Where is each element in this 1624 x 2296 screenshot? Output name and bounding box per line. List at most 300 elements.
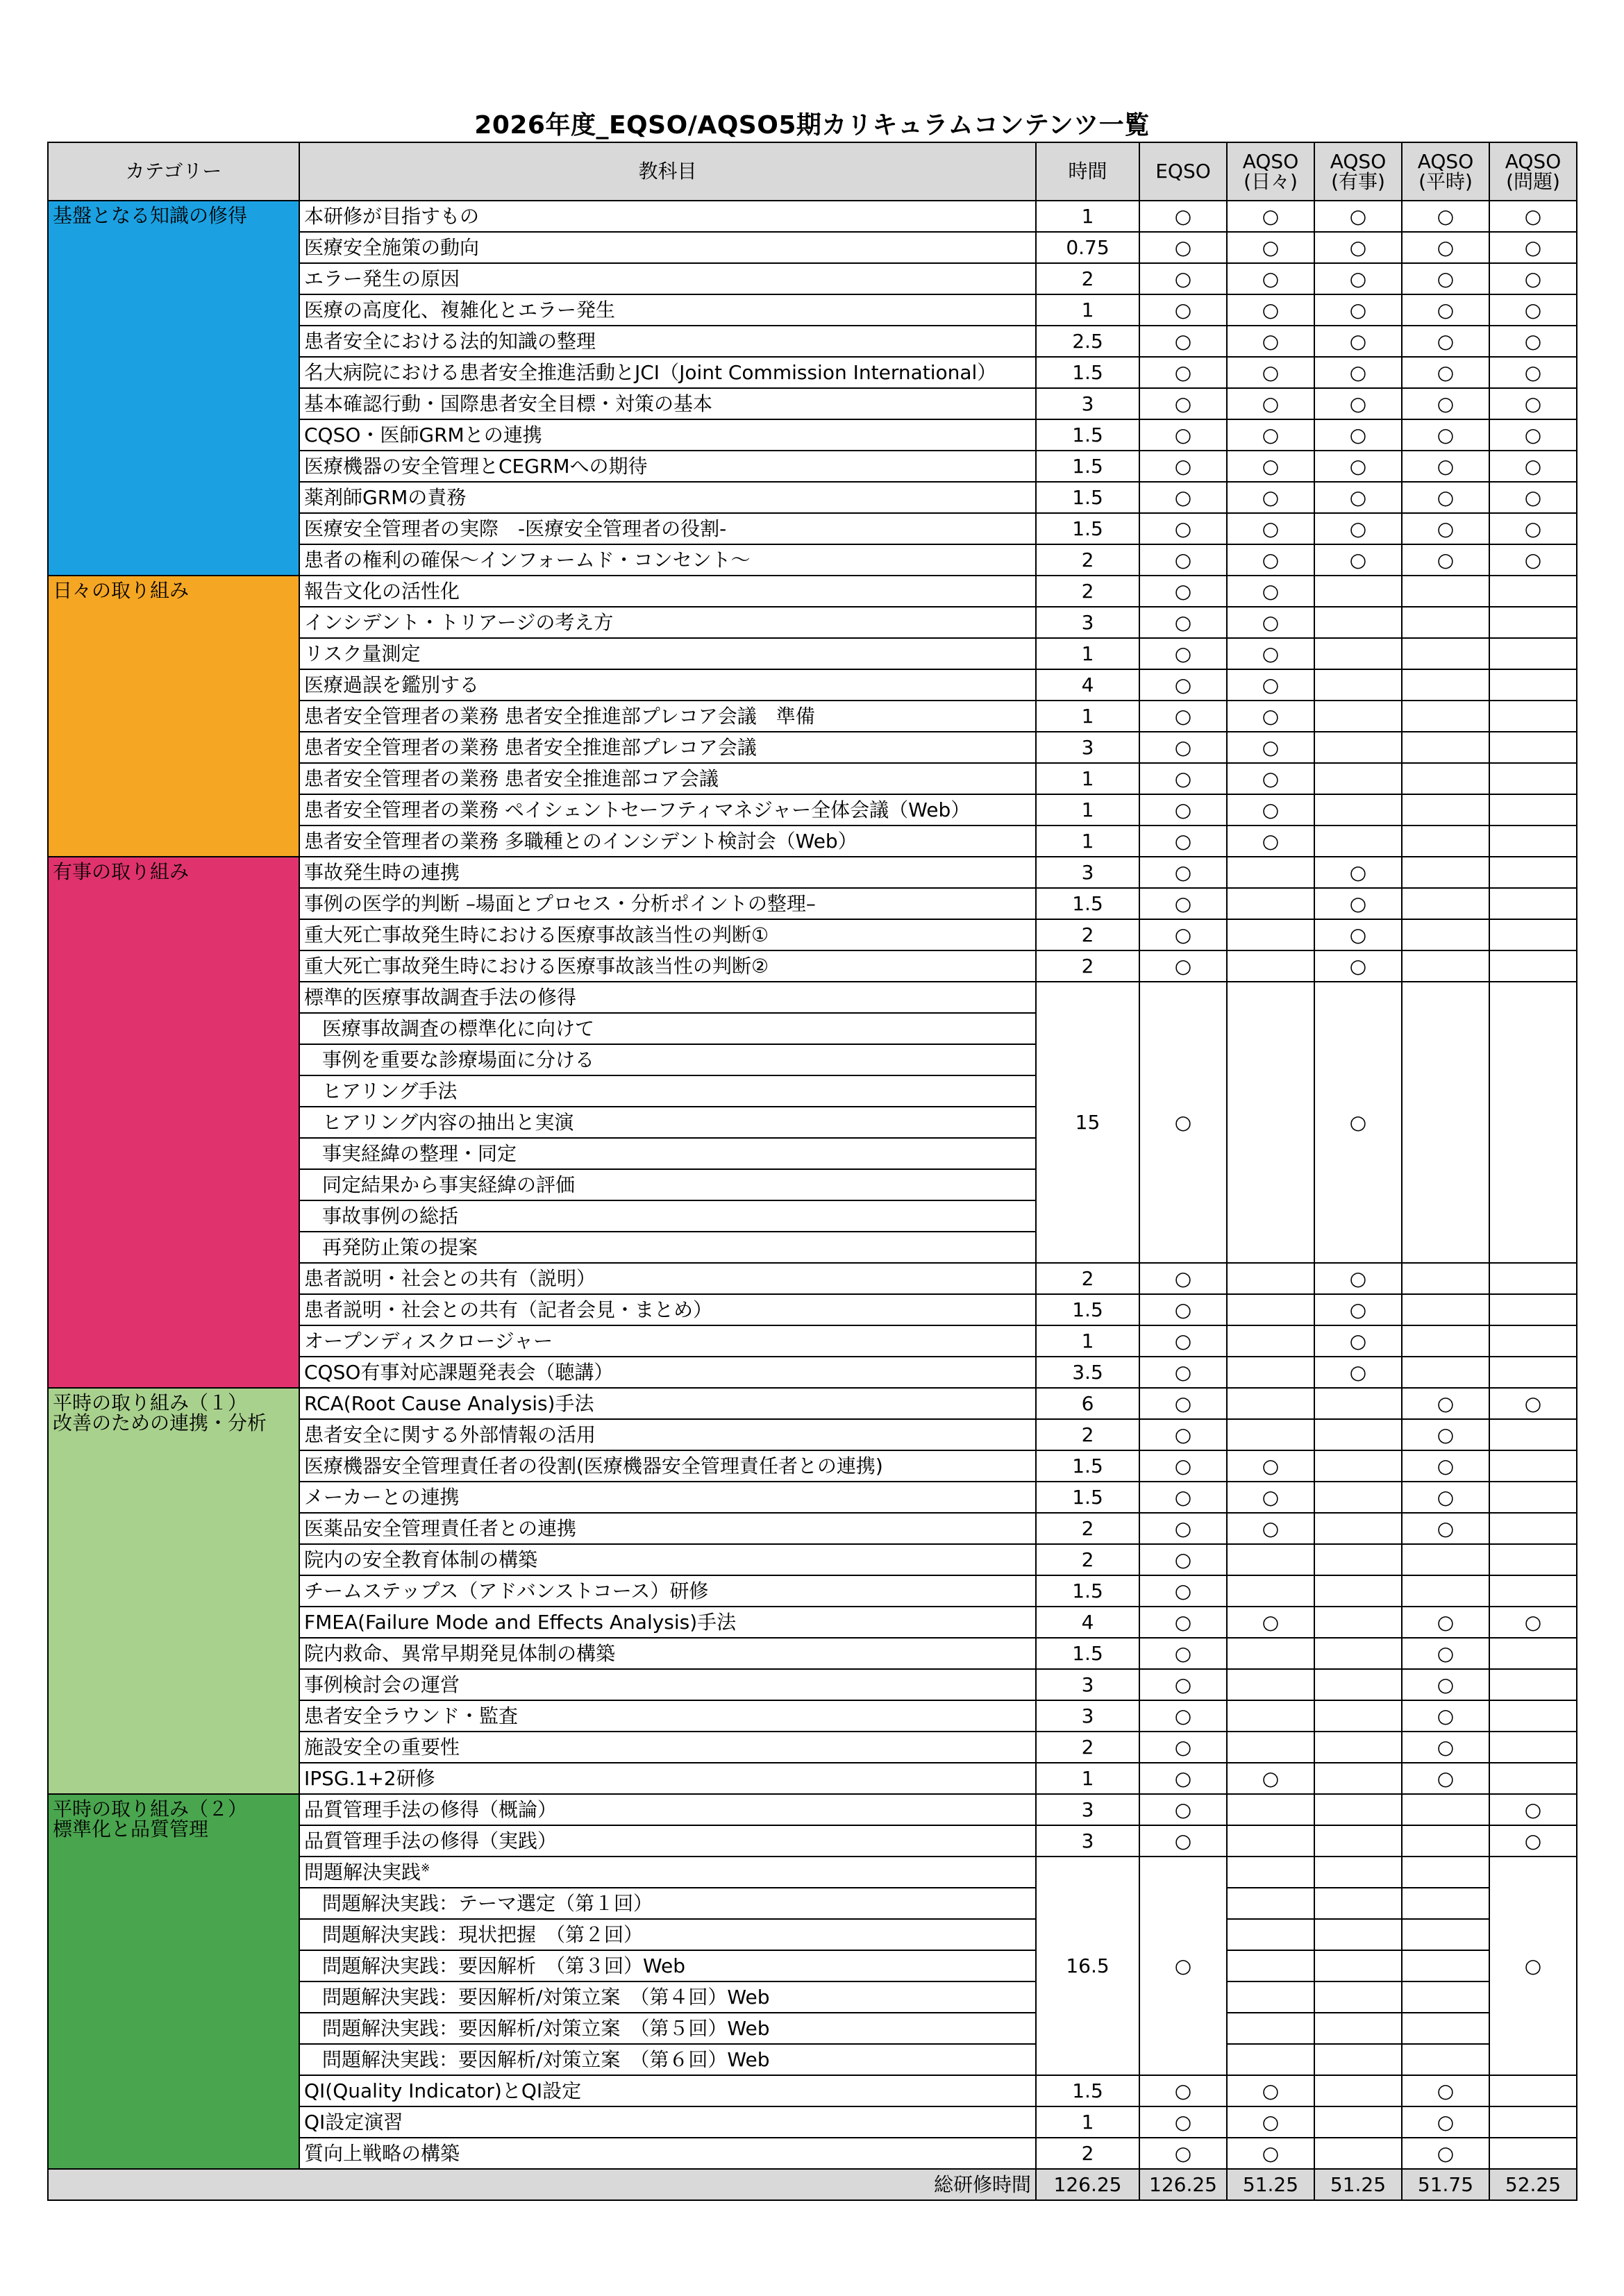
mark-aqso-incident [1314,1700,1402,1732]
subject-cell: 問題解決実践：要因解析/対策立案 （第４回）Web [299,1981,1036,2013]
mark-aqso-normal [1402,2013,1489,2044]
subject-cell: 医薬品安全管理責任者との連携 [299,1513,1036,1544]
mark-aqso-normal [1402,919,1489,950]
mark-aqso-incident [1314,1888,1402,1919]
mark-aqso-normal: ○ [1402,357,1489,388]
mark-aqso-incident [1314,2075,1402,2106]
mark-aqso-normal: ○ [1402,544,1489,576]
mark-eqso: ○ [1139,1263,1227,1294]
hours-cell: 1.5 [1036,482,1139,513]
mark-eqso: ○ [1139,638,1227,669]
hours-cell: 1.5 [1036,1450,1139,1482]
mark-aqso-incident [1314,1513,1402,1544]
mark-aqso-incident [1314,1607,1402,1638]
mark-aqso-problem [1489,732,1577,763]
mark-aqso-problem: ○ [1489,294,1577,326]
mark-eqso: ○ [1139,451,1227,482]
subject-cell: インシデント・トリアージの考え方 [299,607,1036,638]
mark-eqso: ○ [1139,2075,1227,2106]
mark-eqso: ○ [1139,950,1227,982]
mark-aqso-daily: ○ [1227,294,1314,326]
mark-aqso-daily: ○ [1227,419,1314,451]
subject-cell: 患者安全管理者の業務 ペイシェントセーフティマネジャー全体会議（Web） [299,794,1036,826]
subject-cell: 再発防止策の提案 [299,1232,1036,1263]
mark-aqso-normal: ○ [1402,1732,1489,1763]
mark-aqso-incident: ○ [1314,1357,1402,1388]
mark-aqso-daily [1227,1981,1314,2013]
mark-aqso-incident: ○ [1314,326,1402,357]
subject-cell: IPSG.1+2研修 [299,1763,1036,1794]
subject-cell: エラー発生の原因 [299,263,1036,294]
hours-cell: 1 [1036,638,1139,669]
mark-aqso-incident: ○ [1314,982,1402,1263]
mark-aqso-problem: ○ [1489,232,1577,263]
mark-aqso-normal [1402,794,1489,826]
mark-aqso-daily: ○ [1227,388,1314,419]
mark-aqso-daily [1227,1357,1314,1388]
mark-aqso-problem [1489,1700,1577,1732]
subject-cell: 事例を重要な診療場面に分ける [299,1044,1036,1075]
hours-cell: 3 [1036,1825,1139,1857]
mark-aqso-daily: ○ [1227,1607,1314,1638]
total-label: 総研修時間 [48,2169,1036,2200]
mark-aqso-problem [1489,1544,1577,1575]
mark-aqso-problem: ○ [1489,1794,1577,1825]
mark-aqso-incident: ○ [1314,1263,1402,1294]
mark-aqso-daily: ○ [1227,638,1314,669]
mark-aqso-normal: ○ [1402,2138,1489,2169]
mark-aqso-normal: ○ [1402,388,1489,419]
mark-aqso-daily: ○ [1227,826,1314,857]
subject-cell: 医療安全管理者の実際 -医療安全管理者の役割- [299,513,1036,544]
mark-aqso-daily [1227,919,1314,950]
hours-cell: 15 [1036,982,1139,1263]
subject-cell: 患者安全管理者の業務 患者安全推進部プレコア会議 [299,732,1036,763]
mark-aqso-daily: ○ [1227,482,1314,513]
mark-aqso-incident: ○ [1314,482,1402,513]
hours-cell: 1.5 [1036,2075,1139,2106]
mark-aqso-daily: ○ [1227,326,1314,357]
hours-cell: 2 [1036,263,1139,294]
subject-cell: 薬剤師GRMの責務 [299,482,1036,513]
mark-aqso-daily [1227,1732,1314,1763]
mark-aqso-incident: ○ [1314,513,1402,544]
mark-eqso: ○ [1139,513,1227,544]
mark-eqso: ○ [1139,982,1227,1263]
mark-aqso-daily: ○ [1227,701,1314,732]
hours-cell: 0.75 [1036,232,1139,263]
subject-cell: 医療事故調査の標準化に向けて [299,1013,1036,1044]
mark-aqso-daily [1227,982,1314,1263]
subject-cell: 患者安全に関する外部情報の活用 [299,1419,1036,1450]
subject-cell: 重大死亡事故発生時における医療事故該当性の判断① [299,919,1036,950]
category-cell: 有事の取り組み [48,857,299,1388]
mark-aqso-problem [1489,607,1577,638]
mark-aqso-daily: ○ [1227,732,1314,763]
subject-cell: 患者安全管理者の業務 患者安全推進部コア会議 [299,763,1036,794]
mark-aqso-incident [1314,826,1402,857]
mark-aqso-problem [1489,1450,1577,1482]
hours-cell: 1 [1036,201,1139,232]
subject-cell: 患者安全における法的知識の整理 [299,326,1036,357]
header-aqso-normal: AQSO (平時) [1402,142,1489,201]
subject-cell: 問題解決実践：要因解析/対策立案 （第５回）Web [299,2013,1036,2044]
hours-cell: 1.5 [1036,1482,1139,1513]
hours-cell: 3 [1036,1794,1139,1825]
mark-aqso-daily: ○ [1227,1763,1314,1794]
mark-aqso-normal: ○ [1402,482,1489,513]
mark-eqso: ○ [1139,1763,1227,1794]
mark-aqso-daily [1227,1825,1314,1857]
mark-aqso-problem [1489,950,1577,982]
header-hours: 時間 [1036,142,1139,201]
mark-aqso-normal [1402,1981,1489,2013]
mark-aqso-daily [1227,1544,1314,1575]
total-hours: 126.25 [1036,2169,1139,2200]
mark-aqso-daily: ○ [1227,607,1314,638]
subject-cell: オープンディスクロージャー [299,1325,1036,1357]
hours-cell: 1.5 [1036,513,1139,544]
hours-cell: 16.5 [1036,1857,1139,2075]
mark-aqso-normal: ○ [1402,2106,1489,2138]
mark-eqso: ○ [1139,1388,1227,1419]
hours-cell: 1.5 [1036,1294,1139,1325]
curriculum-table [47,142,1577,2201]
subject-cell: QI設定演習 [299,2106,1036,2138]
mark-aqso-incident [1314,1919,1402,1950]
subject-cell [299,1857,1036,1888]
mark-aqso-incident [1314,1732,1402,1763]
subject-cell: 問題解決実践：テーマ選定（第１回） [299,1888,1036,1919]
mark-aqso-problem [1489,919,1577,950]
mark-aqso-daily [1227,1888,1314,1919]
mark-aqso-problem [1489,1263,1577,1294]
mark-eqso: ○ [1139,2138,1227,2169]
mark-aqso-daily [1227,1638,1314,1669]
mark-aqso-daily [1227,1669,1314,1700]
mark-aqso-problem [1489,1357,1577,1388]
mark-aqso-incident [1314,576,1402,607]
mark-aqso-incident: ○ [1314,919,1402,950]
mark-aqso-incident: ○ [1314,357,1402,388]
category-cell: 平時の取り組み（２） 標準化と品質管理 [48,1794,299,2169]
mark-eqso: ○ [1139,888,1227,919]
mark-aqso-incident: ○ [1314,888,1402,919]
hours-cell: 1 [1036,701,1139,732]
mark-aqso-normal [1402,576,1489,607]
mark-aqso-incident [1314,1950,1402,1981]
hours-cell: 2 [1036,1544,1139,1575]
mark-eqso: ○ [1139,326,1227,357]
hours-cell: 1 [1036,294,1139,326]
header-aqso-incident: AQSO (有事) [1314,142,1402,201]
hours-cell: 1 [1036,1763,1139,1794]
mark-aqso-problem [1489,1325,1577,1357]
note-mark: ※ [421,1861,430,1875]
subject-cell: CQSO・医師GRMとの連携 [299,419,1036,451]
mark-eqso: ○ [1139,576,1227,607]
hours-cell: 2.5 [1036,326,1139,357]
mark-eqso: ○ [1139,2106,1227,2138]
mark-aqso-problem [1489,2106,1577,2138]
mark-aqso-normal: ○ [1402,1482,1489,1513]
mark-aqso-daily [1227,1575,1314,1607]
mark-aqso-daily [1227,1263,1314,1294]
mark-aqso-incident [1314,1669,1402,1700]
hours-cell: 3 [1036,607,1139,638]
mark-eqso: ○ [1139,1732,1227,1763]
mark-eqso: ○ [1139,1700,1227,1732]
mark-aqso-daily: ○ [1227,2106,1314,2138]
mark-aqso-daily [1227,1294,1314,1325]
subject-cell: 院内の安全教育体制の構築 [299,1544,1036,1575]
category-cell: 平時の取り組み（１） 改善のための連携・分析 [48,1388,299,1794]
mark-aqso-daily: ○ [1227,357,1314,388]
mark-aqso-normal [1402,1263,1489,1294]
hours-cell: 4 [1036,1607,1139,1638]
mark-aqso-normal [1402,1919,1489,1950]
subject-cell: 名大病院における患者安全推進活動とJCI（Joint Commission International） [299,357,1036,388]
mark-aqso-problem [1489,1294,1577,1325]
mark-eqso: ○ [1139,1825,1227,1857]
mark-aqso-normal [1402,1325,1489,1357]
subject-cell: 本研修が目指すもの [299,201,1036,232]
total-eqso: 126.25 [1139,2169,1227,2200]
mark-eqso: ○ [1139,232,1227,263]
mark-aqso-daily [1227,1794,1314,1825]
mark-eqso: ○ [1139,482,1227,513]
mark-aqso-problem [1489,1638,1577,1669]
subject-cell: CQSO有事対応課題発表会（聴講） [299,1357,1036,1388]
mark-aqso-incident: ○ [1314,451,1402,482]
mark-aqso-normal [1402,1794,1489,1825]
mark-aqso-problem: ○ [1489,1825,1577,1857]
mark-aqso-problem: ○ [1489,513,1577,544]
subject-cell: 患者安全管理者の業務 多職種とのインシデント検討会（Web） [299,826,1036,857]
mark-aqso-normal [1402,607,1489,638]
subject-cell: 医療安全施策の動向 [299,232,1036,263]
subject-cell: 患者の権利の確保～インフォームド・コンセント～ [299,544,1036,576]
hours-cell: 3 [1036,857,1139,888]
mark-aqso-problem [1489,2075,1577,2106]
mark-eqso: ○ [1139,826,1227,857]
mark-eqso: ○ [1139,544,1227,576]
subject-cell: 院内救命、異常早期発見体制の構築 [299,1638,1036,1669]
hours-cell: 2 [1036,2138,1139,2169]
mark-aqso-problem [1489,701,1577,732]
mark-aqso-problem [1489,857,1577,888]
subject-cell: 施設安全の重要性 [299,1732,1036,1763]
mark-aqso-incident: ○ [1314,544,1402,576]
mark-aqso-incident [1314,1794,1402,1825]
subject-cell: 品質管理手法の修得（概論） [299,1794,1036,1825]
hours-cell: 1.5 [1036,888,1139,919]
mark-aqso-incident: ○ [1314,388,1402,419]
mark-aqso-normal: ○ [1402,513,1489,544]
mark-eqso: ○ [1139,1513,1227,1544]
mark-aqso-problem [1489,826,1577,857]
mark-eqso: ○ [1139,1544,1227,1575]
header-eqso: EQSO [1139,142,1227,201]
mark-aqso-problem [1489,1763,1577,1794]
mark-eqso: ○ [1139,1638,1227,1669]
hours-cell: 2 [1036,1732,1139,1763]
subject-cell: 報告文化の活性化 [299,576,1036,607]
mark-aqso-normal [1402,669,1489,701]
hours-cell: 1.5 [1036,451,1139,482]
mark-eqso: ○ [1139,607,1227,638]
mark-aqso-normal [1402,763,1489,794]
mark-aqso-normal: ○ [1402,1450,1489,1482]
subject-cell: ヒアリング手法 [299,1075,1036,1107]
mark-aqso-problem [1489,1732,1577,1763]
mark-aqso-problem [1489,1575,1577,1607]
hours-cell: 6 [1036,1388,1139,1419]
mark-aqso-normal: ○ [1402,1419,1489,1450]
mark-aqso-daily [1227,1325,1314,1357]
mark-aqso-normal: ○ [1402,201,1489,232]
mark-aqso-daily: ○ [1227,513,1314,544]
mark-aqso-incident [1314,2138,1402,2169]
mark-eqso: ○ [1139,669,1227,701]
mark-aqso-problem [1489,669,1577,701]
mark-aqso-normal: ○ [1402,2075,1489,2106]
mark-aqso-daily: ○ [1227,576,1314,607]
mark-aqso-incident [1314,701,1402,732]
subject-cell: チームステップス（アドバンストコース）研修 [299,1575,1036,1607]
mark-aqso-incident [1314,1638,1402,1669]
mark-eqso: ○ [1139,388,1227,419]
subject-cell: 患者説明・社会との共有（説明） [299,1263,1036,1294]
mark-aqso-normal: ○ [1402,1669,1489,1700]
mark-aqso-normal: ○ [1402,419,1489,451]
mark-aqso-incident: ○ [1314,950,1402,982]
mark-aqso-normal [1402,1357,1489,1388]
mark-aqso-normal [1402,1544,1489,1575]
mark-aqso-normal [1402,1888,1489,1919]
total-aqso-daily: 51.25 [1227,2169,1314,2200]
mark-aqso-incident [1314,1763,1402,1794]
mark-aqso-problem: ○ [1489,201,1577,232]
mark-aqso-normal [1402,1857,1489,1888]
mark-aqso-incident [1314,2013,1402,2044]
mark-eqso: ○ [1139,201,1227,232]
mark-aqso-incident: ○ [1314,1325,1402,1357]
mark-aqso-daily: ○ [1227,2138,1314,2169]
mark-aqso-normal [1402,638,1489,669]
subject-cell: 患者安全管理者の業務 患者安全推進部プレコア会議 準備 [299,701,1036,732]
mark-aqso-incident [1314,732,1402,763]
subject-cell: 事実経緯の整理・同定 [299,1138,1036,1169]
subject-cell: 質向上戦略の構築 [299,2138,1036,2169]
hours-cell: 3 [1036,732,1139,763]
mark-aqso-daily [1227,1857,1314,1888]
mark-aqso-incident [1314,607,1402,638]
mark-eqso: ○ [1139,1607,1227,1638]
mark-aqso-incident [1314,763,1402,794]
mark-eqso: ○ [1139,263,1227,294]
mark-eqso: ○ [1139,794,1227,826]
mark-aqso-problem [1489,1669,1577,1700]
hours-cell: 1.5 [1036,1638,1139,1669]
subject-cell: 事例の医学的判断 –場面とプロセス・分析ポイントの整理– [299,888,1036,919]
mark-aqso-problem [1489,638,1577,669]
subject-cell: 同定結果から事実経緯の評価 [299,1169,1036,1200]
problem-group-title: 問題解決実践 [304,1860,421,1884]
subject-cell: 事例検討会の運営 [299,1669,1036,1700]
document-title: 2026年度_EQSO/AQSO5期カリキュラムコンテンツ一覧 [474,111,1150,140]
mark-aqso-normal [1402,1950,1489,1981]
mark-aqso-problem: ○ [1489,388,1577,419]
mark-aqso-incident [1314,1857,1402,1888]
mark-aqso-daily: ○ [1227,763,1314,794]
mark-eqso: ○ [1139,1450,1227,1482]
mark-eqso: ○ [1139,732,1227,763]
hours-cell: 3.5 [1036,1357,1139,1388]
mark-eqso: ○ [1139,357,1227,388]
hours-cell: 2 [1036,919,1139,950]
total-aqso-problem: 52.25 [1489,2169,1577,2200]
mark-eqso: ○ [1139,1669,1227,1700]
mark-eqso: ○ [1139,763,1227,794]
total-row [48,2169,1577,2200]
mark-aqso-normal: ○ [1402,326,1489,357]
mark-aqso-normal: ○ [1402,1388,1489,1419]
mark-aqso-daily: ○ [1227,1482,1314,1513]
mark-aqso-problem: ○ [1489,326,1577,357]
mark-aqso-incident [1314,669,1402,701]
mark-aqso-problem: ○ [1489,451,1577,482]
mark-eqso: ○ [1139,1357,1227,1388]
mark-eqso: ○ [1139,1419,1227,1450]
table-row [48,576,1577,607]
hours-cell: 2 [1036,544,1139,576]
mark-aqso-normal: ○ [1402,1700,1489,1732]
hours-cell: 1 [1036,1325,1139,1357]
mark-aqso-problem [1489,1513,1577,1544]
category-cell: 日々の取り組み [48,576,299,857]
mark-aqso-problem [1489,763,1577,794]
mark-eqso: ○ [1139,1294,1227,1325]
header-aqso-problem: AQSO (問題) [1489,142,1577,201]
table-row [48,1388,1577,1419]
hours-cell: 2 [1036,950,1139,982]
mark-aqso-normal: ○ [1402,1638,1489,1669]
mark-aqso-daily: ○ [1227,2075,1314,2106]
mark-aqso-incident: ○ [1314,263,1402,294]
mark-aqso-normal [1402,826,1489,857]
subject-cell: 医療の高度化、複雑化とエラー発生 [299,294,1036,326]
mark-aqso-daily [1227,1950,1314,1981]
hours-cell: 2 [1036,1419,1139,1450]
hours-cell: 1 [1036,763,1139,794]
hours-cell: 1.5 [1036,1575,1139,1607]
header-subject: 教科目 [299,142,1036,201]
mark-eqso: ○ [1139,294,1227,326]
mark-aqso-daily: ○ [1227,794,1314,826]
hours-cell: 1 [1036,826,1139,857]
mark-aqso-daily [1227,857,1314,888]
subject-cell: 事故事例の総括 [299,1200,1036,1232]
mark-aqso-problem: ○ [1489,482,1577,513]
hours-cell: 2 [1036,576,1139,607]
mark-aqso-problem [1489,982,1577,1263]
mark-aqso-normal [1402,1294,1489,1325]
subject-cell: 患者説明・社会との共有（記者会見・まとめ） [299,1294,1036,1325]
mark-aqso-daily: ○ [1227,263,1314,294]
mark-aqso-normal: ○ [1402,232,1489,263]
subject-cell: RCA(Root Cause Analysis)手法 [299,1388,1036,1419]
